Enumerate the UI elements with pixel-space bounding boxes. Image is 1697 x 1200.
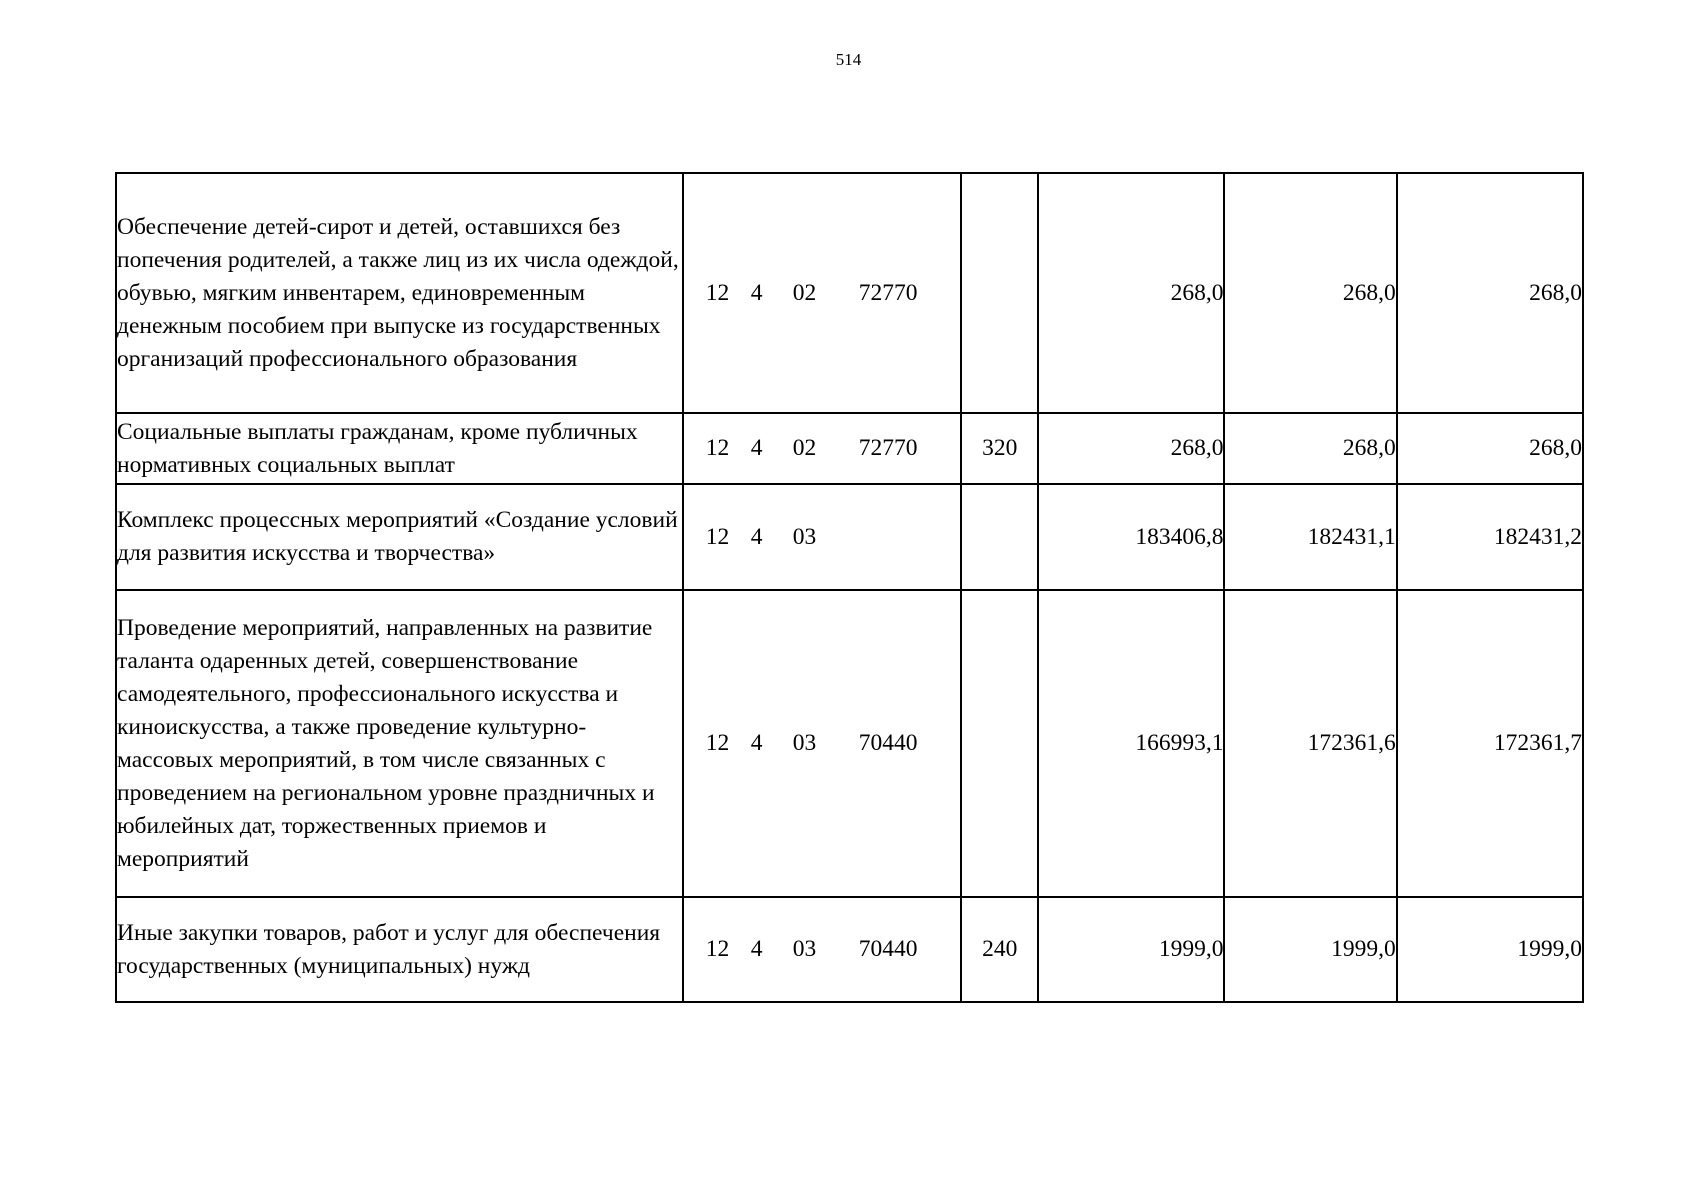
code-direction: 72770 bbox=[858, 435, 918, 461]
row-value-2: 268,0 bbox=[1224, 173, 1396, 413]
code-program-type: 4 bbox=[750, 435, 763, 461]
table-row bbox=[116, 897, 1583, 1002]
code-section: 12 bbox=[705, 523, 730, 550]
row-value-1: 1999,0 bbox=[1038, 897, 1224, 1002]
code-section: 12 bbox=[705, 730, 730, 756]
row-name: Обеспечение детей-сирот и детей, оставшихся без попечения родителей, а также лиц из их числа одеждой, обувью, мягким инвентарем, единовременным денежным пособием при выпуске из государственных организаций профессионального образования bbox=[116, 173, 683, 413]
code-direction: 70440 bbox=[858, 730, 918, 756]
row-expense-type bbox=[961, 173, 1038, 413]
row-value-2: 172361,6 bbox=[1224, 590, 1396, 897]
table-row bbox=[116, 173, 1583, 413]
code-subprogram: 02 bbox=[792, 279, 817, 306]
row-name: Иные закупки товаров, работ и услуг для обеспечения государственных (муниципальных) нужд bbox=[116, 897, 683, 1002]
row-codes bbox=[683, 484, 961, 590]
row-name: Социальные выплаты гражданам, кроме публичных нормативных социальных выплат bbox=[116, 413, 683, 484]
code-section: 12 bbox=[705, 936, 730, 962]
code-subprogram: 02 bbox=[792, 435, 817, 461]
code-program-type: 4 bbox=[750, 730, 763, 756]
row-name: Проведение мероприятий, направленных на развитие таланта одаренных детей, совершенствование самодеятельного, профессионального искусства и киноискусства, а также проведение культурно-массовых мероприятий, в том числе связанных с проведением на региональном уровне праздничных и юбилейных дат, торжественных приемов и мероприятий bbox=[116, 590, 683, 897]
row-value-1: 268,0 bbox=[1038, 413, 1224, 484]
budget-table bbox=[115, 172, 1584, 1003]
row-value-2: 182431,1 bbox=[1224, 484, 1396, 590]
page-number: 514 bbox=[835, 50, 862, 69]
code-program-type: 4 bbox=[750, 523, 763, 550]
row-expense-type: 240 bbox=[961, 897, 1038, 1002]
table-row bbox=[116, 413, 1583, 484]
row-value-1: 183406,8 bbox=[1038, 484, 1224, 590]
row-value-2: 1999,0 bbox=[1224, 897, 1396, 1002]
row-expense-type bbox=[961, 590, 1038, 897]
row-value-1: 166993,1 bbox=[1038, 590, 1224, 897]
code-program-type: 4 bbox=[750, 936, 763, 962]
row-codes bbox=[683, 173, 961, 413]
row-value-2: 268,0 bbox=[1224, 413, 1396, 484]
code-section: 12 bbox=[705, 435, 730, 461]
row-expense-type bbox=[961, 484, 1038, 590]
row-value-3: 1999,0 bbox=[1397, 897, 1583, 1002]
row-name: Комплекс процессных мероприятий «Создание условий для развития искусства и творчества» bbox=[116, 484, 683, 590]
row-value-3: 268,0 bbox=[1397, 413, 1583, 484]
code-subprogram: 03 bbox=[792, 523, 817, 550]
code-program-type: 4 bbox=[750, 279, 763, 306]
row-value-3: 172361,7 bbox=[1397, 590, 1583, 897]
row-value-1: 268,0 bbox=[1038, 173, 1224, 413]
code-direction: 70440 bbox=[858, 936, 918, 962]
row-codes bbox=[683, 413, 961, 484]
row-codes bbox=[683, 590, 961, 897]
code-subprogram: 03 bbox=[792, 936, 817, 962]
row-value-3: 268,0 bbox=[1397, 173, 1583, 413]
row-expense-type: 320 bbox=[961, 413, 1038, 484]
code-direction: 72770 bbox=[858, 279, 918, 306]
table-row bbox=[116, 590, 1583, 897]
code-subprogram: 03 bbox=[792, 730, 817, 756]
code-section: 12 bbox=[705, 279, 730, 306]
row-value-3: 182431,2 bbox=[1397, 484, 1583, 590]
table-row bbox=[116, 484, 1583, 590]
row-codes bbox=[683, 897, 961, 1002]
